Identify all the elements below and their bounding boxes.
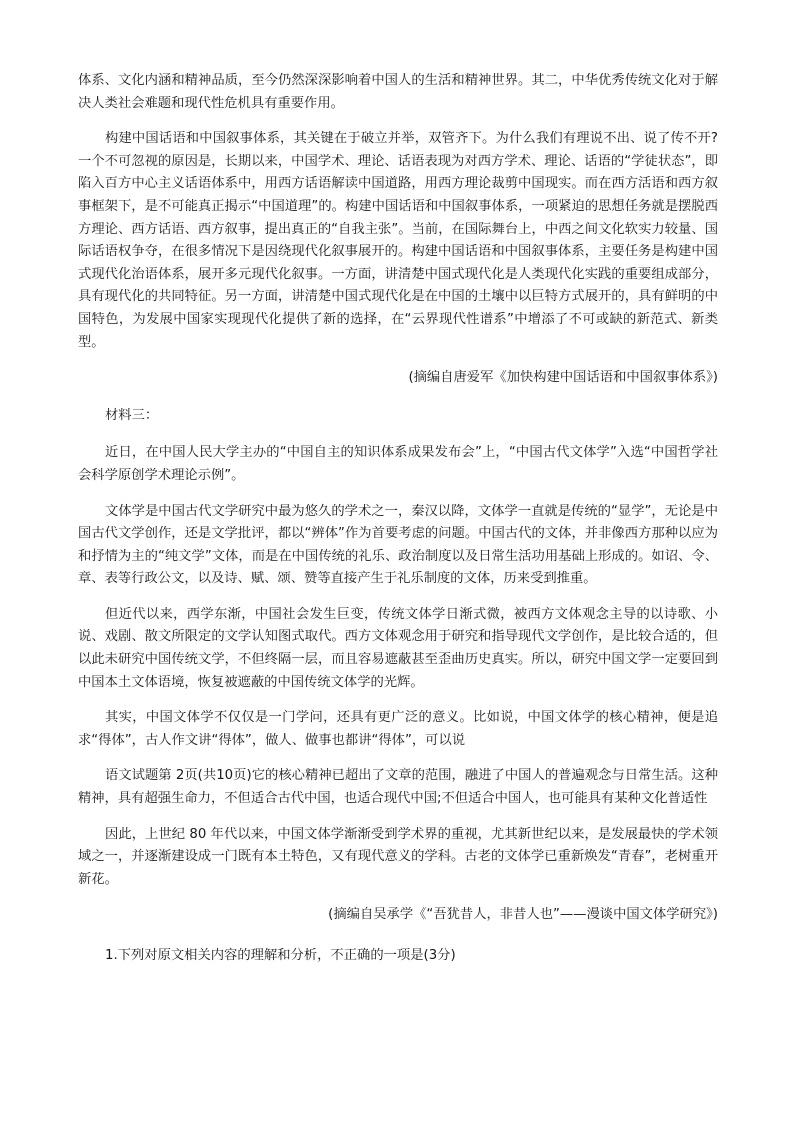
paragraph-stylistics-history: 文体学是中国古代文学研究中最为悠久的学术之一，秦汉以降，文体学一直就是传统的“显学”，无论是中国古代文学创作，还是文学批评，都以“辨体”作为首要考虑的问题。中国古代的文体，并非像西方那种以应为和抒情为主的“纯文学”文体，而是在中国传统的礼乐、政治制度以及日常生活功用基础上形成的。如诏、令、章、表等行政公文，以及诗、赋、颂、赞等直接产生于礼乐制度的文体，历来受到推重。 <box>78 503 718 587</box>
paragraph-revival: 因此，上世纪 80 年代以来，中国文体学渐渐受到学术界的重视，尤其新世纪以来，是发展最快的学术领域之一，并逐渐建设成一门既有本土特色，又有现代意义的学科。古老的文体学已重新焕发“青春”，老树重开新花。 <box>78 826 718 887</box>
paragraph-discourse-system: 构建中国话语和中国叙事体系，其关键在于破立并举，双管齐下。为什么我们有理说不出、说了传不开?一个不可忽视的原因是，长期以来，中国学术、理论、话语表现为对西方学术、理论、话语的“学徒状态”，即陷入百方中心主义话语体系中，用西方话语解读中国道路，用西方理论裁剪中国现实。而在西方活语和西方叙事框架下，是不可能真正揭示“中国道理”的。构建中国话语和中国叙事体系，一项紧迫的思想任务就是摆脱西方理论、西方话语、西方叙事，提出真正的“自我主张”。当前，在国际舞台上，中西之间文化软实力较量、国际话语权争夺，在很多情况下是因绕现代化叙事展开的。构建中国话语和中国叙事体系，主要任务是构建中国式现代化治语体系，展开多元现代化叙事。一方面，讲清楚中国式现代化是人类现代化实践的重要组成部分，具有现代化的共同特征。另一方面，讲清楚中国式现代化是在中国的土壤中以巨特方式展开的，具有鲜明的中国特色，为发展中国家实现现代化提供了新的选择，在“云界现代性谱系”中增添了不可或缺的新范式、新类型。 <box>78 131 718 350</box>
paragraph-significance: 其实，中国文体学不仅仅是一门学问，还具有更广泛的意义。比如说，中国文体学的核心精神，便是追求“得体”，古人作文讲“得体”，做人、做事也都讲“得体”，可以说 <box>78 710 718 748</box>
paragraph-news: 近日，在中国人民大学主办的“中国自主的知识体系成果发布会”上，“中国古代文体学”入选“中国哲学社会科学原创学术理论示例”。 <box>78 445 718 483</box>
document-page <box>78 70 718 981</box>
paragraph-core-spirit: 语文试题第 2页(共10页)它的核心精神已超出了文章的范围，融进了中国人的普遍观念与日常生活。这种精神，具有超强生命力，不但适合古代中国，也适合现代中国;不但适合中国人，也可能具有某种文化普适性 <box>78 768 718 807</box>
material-three-label: 材料三： <box>105 407 159 423</box>
source-citation-2: (摘编自吴承学《“吾犹昔人，非昔人也”——漫谈中国文体学研究》) <box>328 907 718 923</box>
paragraph-continuation: 体系、文化内涵和精神品质，至今仍然深深影响着中国人的生活和精神世界。其二，中华优秀传统文化对于解决人类社会难题和现代性危机具有重要作用。 <box>78 73 718 111</box>
question-1: 1.下列对原文相关内容的理解和分析，不正确的一项是(3分) <box>105 948 456 963</box>
source-citation-1: (摘编自唐爱军《加快构建中国话语和中国叙事体系》) <box>408 370 718 386</box>
paragraph-modern-decline: 但近代以来，西学东渐，中国社会发生巨变，传统文体学日渐式微，被西方文体观念主导的以诗歌、小说、戏剧、散文所限定的文学认知图式取代。西方文体观念用于研究和指导现代文学创作，是比较合适的，但以此未研究中国传统文学，不但终隔一层，而且容易遮蔽甚至歪曲历史真实。所以，研究中国文学一定要回到中国本土文体语境，恢复被遮蔽的中国传统文体学的光辉。 <box>78 606 718 690</box>
